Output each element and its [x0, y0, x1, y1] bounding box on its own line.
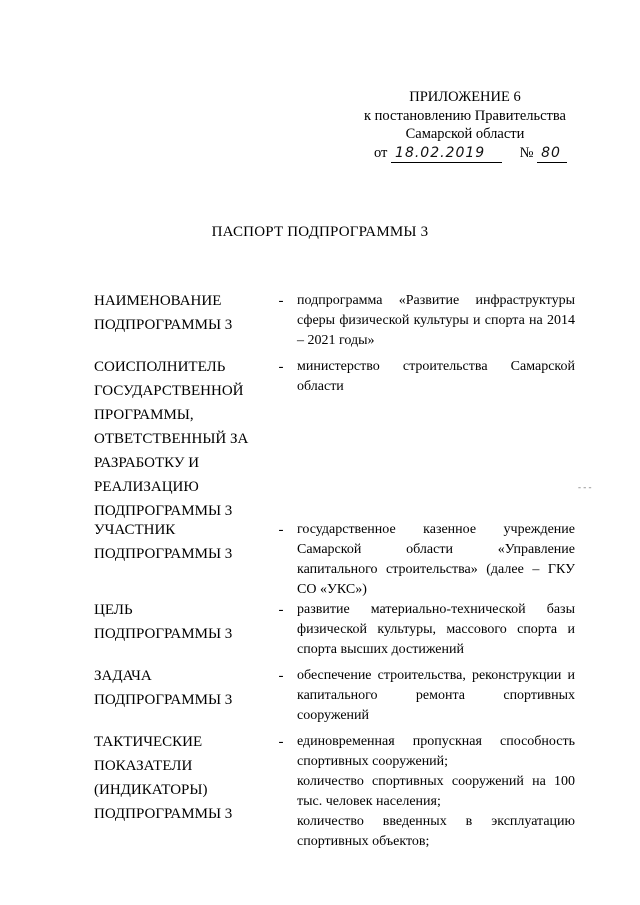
row-label — [94, 518, 264, 566]
label-line: УЧАСТНИК — [94, 522, 176, 538]
label-line: ПОДПРОГРАММЫ 3 — [94, 806, 233, 822]
indicator-item: количество спортивных сооружений на 100 тыс. человек населения; — [297, 774, 575, 809]
row-dash: - — [278, 522, 284, 538]
from-label: от — [374, 144, 388, 161]
label-line: ПОДПРОГРАММЫ 3 — [94, 692, 233, 708]
label-line: РАЗРАБОТКУ И — [94, 455, 200, 471]
label-line: (ИНДИКАТОРЫ) — [94, 782, 208, 798]
row-value: министерство строительства Самарской области — [297, 359, 575, 394]
row-value: подпрограмма «Развитие инфраструктуры сферы физической культуры и спорта на 2014 – 2021 годы» — [297, 293, 575, 348]
label-line: ЦЕЛЬ — [94, 602, 133, 618]
label-line: ГОСУДАРСТВЕННОЙ — [94, 383, 244, 399]
row-dash: - — [278, 734, 284, 750]
label-line: РЕАЛИЗАЦИЮ — [94, 479, 199, 495]
label-line: ПОДПРОГРАММЫ 3 — [94, 503, 233, 519]
row-dash: - — [278, 359, 284, 375]
row-label — [94, 730, 264, 826]
row-dash: - — [278, 293, 284, 309]
row-value: государственное казенное учреждение Самарской области «Управление капитального строительства» (далее – ГКУ СО «УКС») — [297, 522, 575, 597]
label-line: ПОДПРОГРАММЫ 3 — [94, 317, 233, 333]
document-title: ПАСПОРТ ПОДПРОГРАММЫ 3 — [211, 224, 429, 240]
row-label — [94, 598, 264, 646]
label-line: СОИСПОЛНИТЕЛЬ — [94, 359, 226, 375]
appendix-number: ПРИЛОЖЕНИЕ 6 — [409, 89, 521, 105]
row-dash: - — [278, 602, 284, 618]
label-line: ТАКТИЧЕСКИЕ — [94, 734, 203, 750]
handwritten-number: 80 — [537, 144, 567, 164]
number-label: № — [519, 144, 534, 161]
label-line: ПОДПРОГРАММЫ 3 — [94, 546, 233, 562]
label-line: ЗАДАЧА — [94, 668, 152, 684]
row-label — [94, 664, 264, 712]
row-value — [297, 732, 575, 852]
row-dash: - — [278, 668, 284, 684]
appendix-header — [330, 88, 600, 163]
date-number-line — [330, 144, 600, 164]
handwritten-date: 18.02.2019 — [391, 144, 502, 164]
scan-mark: - - - — [578, 482, 592, 492]
indicator-item: единовременная пропускная способность спортивных сооружений; — [297, 734, 575, 769]
row-value: развитие материально-технической базы физической культуры, массового спорта и спорта высших достижений — [297, 602, 575, 657]
appendix-line-2: к постановлению Правительства — [364, 107, 566, 124]
row-label — [94, 355, 264, 523]
label-line: ОТВЕТСТВЕННЫЙ ЗА — [94, 431, 249, 447]
appendix-line-3: Самарской области — [405, 126, 525, 142]
row-label — [94, 289, 264, 337]
label-line: ПРОГРАММЫ, — [94, 407, 194, 423]
label-line: НАИМЕНОВАНИЕ — [94, 293, 222, 309]
row-value: обеспечение строительства, реконструкции и капитального ремонта спортивных сооружений — [297, 668, 575, 723]
label-line: ПОКАЗАТЕЛИ — [94, 758, 193, 774]
indicator-item: количество введенных в эксплуатацию спортивных объектов; — [297, 814, 575, 849]
label-line: ПОДПРОГРАММЫ 3 — [94, 626, 233, 642]
